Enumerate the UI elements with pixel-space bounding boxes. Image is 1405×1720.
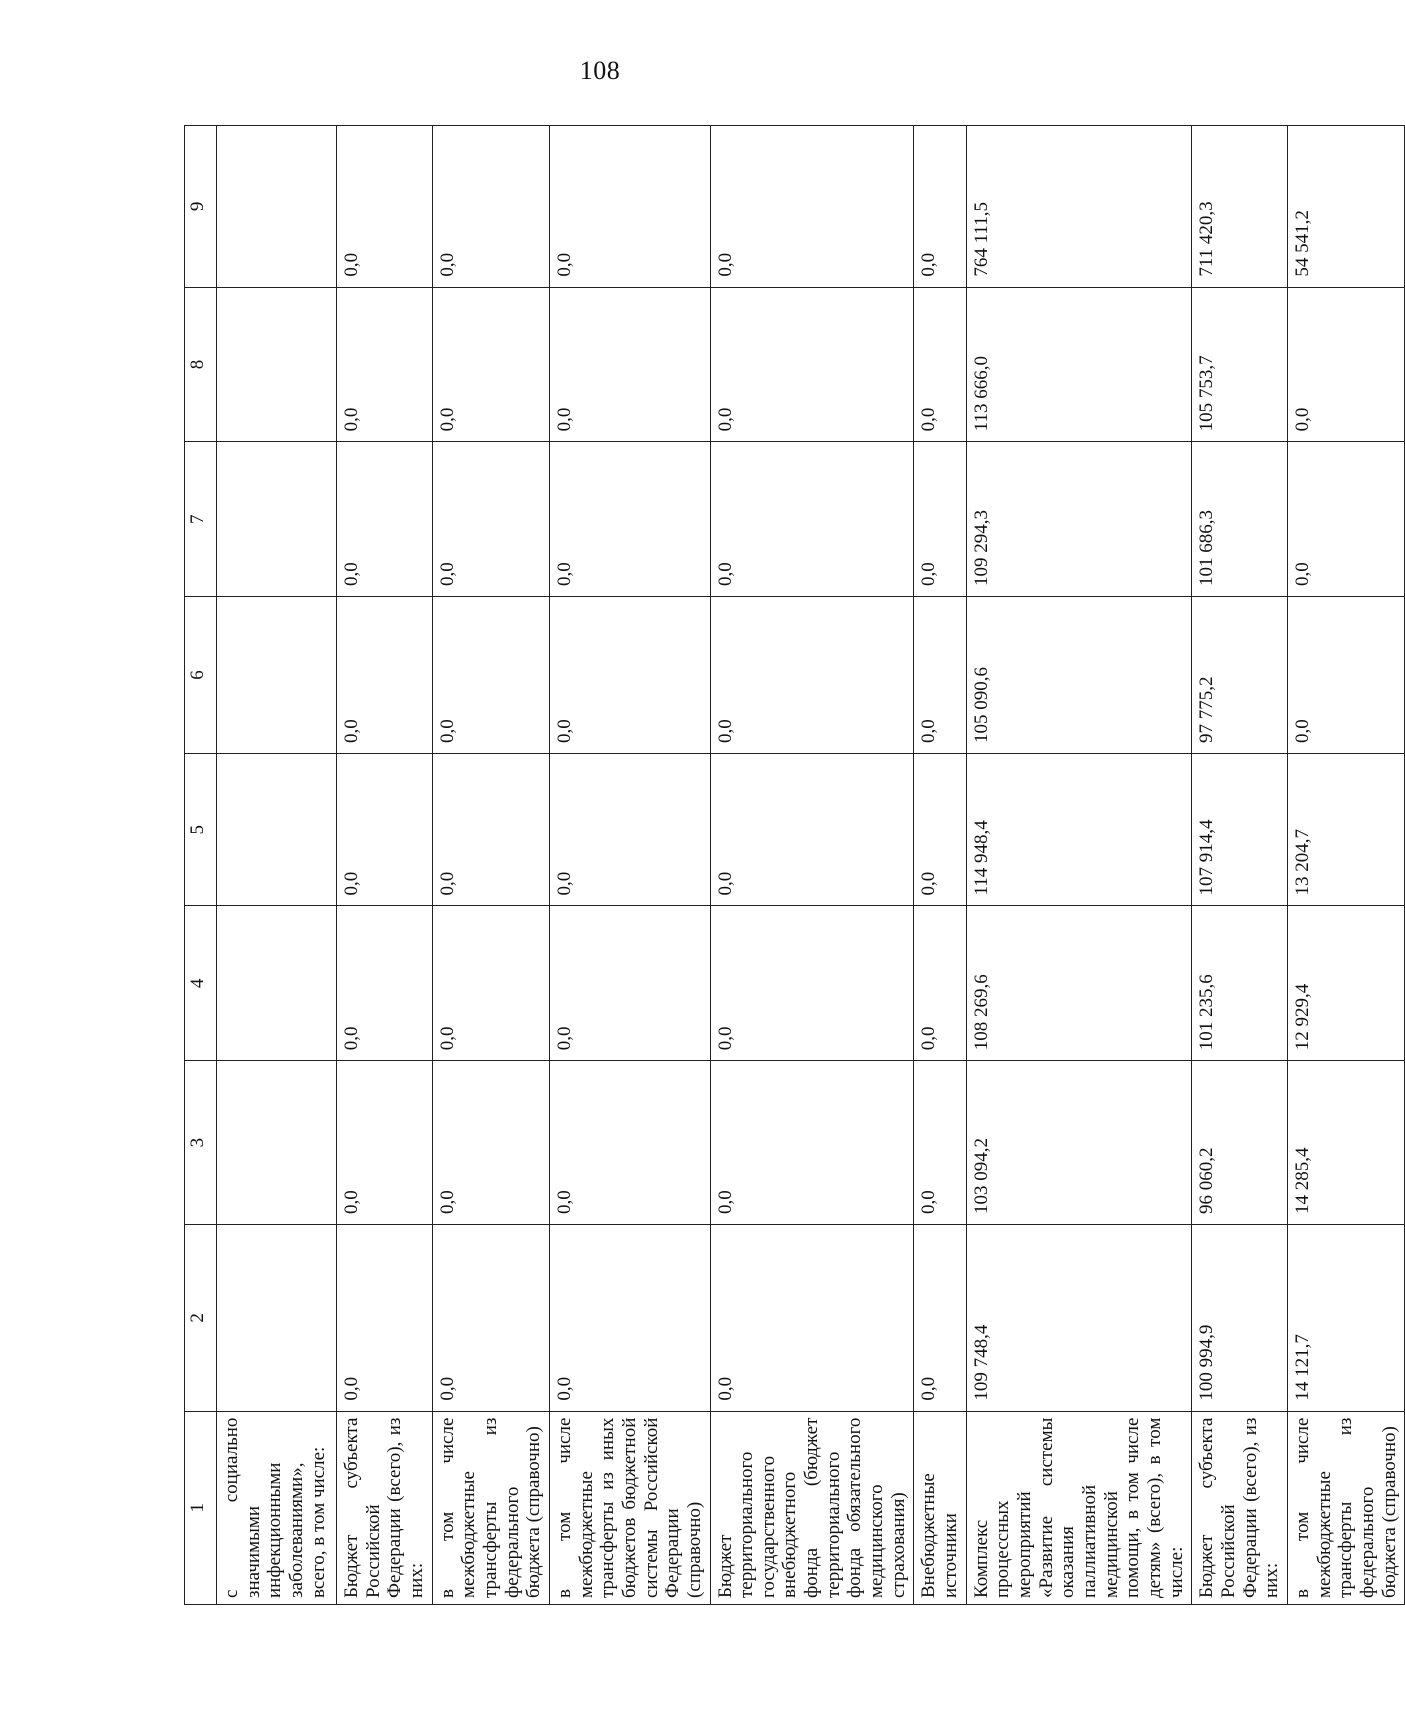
value-cell-col-6: 0,0 <box>1287 597 1404 754</box>
value-cell-col-8: 0,0 <box>1287 287 1404 442</box>
value-cell-col-5: 107 914,4 <box>1192 754 1288 906</box>
value-cell-col-8: 113 666,0 <box>966 287 1192 442</box>
column-header-8: 8 <box>185 287 217 442</box>
column-header-2: 2 <box>185 1225 217 1412</box>
value-cell-col-5: 0,0 <box>549 754 710 906</box>
value-cell-col-8: 0,0 <box>710 287 914 442</box>
value-cell-col-3: 0,0 <box>432 1061 549 1225</box>
row-label: в том числе межбюджетные трансферты из иных бюджетов бюджетной системы Российской Федерации (справочно) <box>549 1411 710 1604</box>
row-label: Бюджет субъекта Российской Федерации (всего), из них: <box>337 1411 433 1604</box>
value-cell-col-7: 0,0 <box>432 442 549 597</box>
column-header-4: 4 <box>185 906 217 1061</box>
value-cell-col-5: 13 204,7 <box>1287 754 1404 906</box>
table-row <box>966 126 1192 1605</box>
value-cell-col-7: 101 686,3 <box>1192 442 1288 597</box>
value-cell-col-2: 0,0 <box>432 1225 549 1412</box>
value-cell-col-3: 96 060,2 <box>1192 1061 1288 1225</box>
value-cell-col-9: 0,0 <box>432 126 549 288</box>
value-cell-col-4: 0,0 <box>710 906 914 1061</box>
row-label: в том числе межбюджетные трансферты из федерального бюджета (справочно) <box>1287 1411 1404 1604</box>
value-cell-col-7: 0,0 <box>710 442 914 597</box>
value-cell-col-8 <box>217 287 337 442</box>
value-cell-col-3: 103 094,2 <box>966 1061 1192 1225</box>
value-cell-col-3: 0,0 <box>337 1061 433 1225</box>
value-cell-col-5: 0,0 <box>337 754 433 906</box>
value-cell-col-6 <box>217 597 337 754</box>
value-cell-col-6: 0,0 <box>432 597 549 754</box>
value-cell-col-2 <box>217 1225 337 1412</box>
value-cell-col-9 <box>217 126 337 288</box>
value-cell-col-4 <box>217 906 337 1061</box>
value-cell-col-2: 0,0 <box>710 1225 914 1412</box>
value-cell-col-9: 54 541,2 <box>1287 126 1404 288</box>
row-label: Бюджет субъекта Российской Федерации (всего), из них: <box>1192 1411 1288 1604</box>
table-row <box>1192 126 1288 1605</box>
value-cell-col-8: 0,0 <box>337 287 433 442</box>
page-number: 108 <box>579 56 621 85</box>
table-row <box>217 126 337 1605</box>
row-label: с социально значимыми инфекционными заболеваниями», всего, в том числе: <box>217 1411 337 1604</box>
table-row <box>432 126 549 1605</box>
value-cell-col-6: 0,0 <box>914 597 966 754</box>
value-cell-col-7: 0,0 <box>914 442 966 597</box>
value-cell-col-8: 0,0 <box>432 287 549 442</box>
table-row <box>914 126 966 1605</box>
value-cell-col-6: 97 775,2 <box>1192 597 1288 754</box>
value-cell-col-6: 0,0 <box>549 597 710 754</box>
value-cell-col-9: 0,0 <box>549 126 710 288</box>
value-cell-col-5: 0,0 <box>914 754 966 906</box>
value-cell-col-7: 0,0 <box>337 442 433 597</box>
value-cell-col-9: 764 111,5 <box>966 126 1192 288</box>
budget-table-body <box>185 126 1405 1605</box>
value-cell-col-4: 0,0 <box>914 906 966 1061</box>
value-cell-col-4: 101 235,6 <box>1192 906 1288 1061</box>
value-cell-col-8: 105 753,7 <box>1192 287 1288 442</box>
value-cell-col-7: 0,0 <box>549 442 710 597</box>
value-cell-col-8: 0,0 <box>914 287 966 442</box>
value-cell-col-2: 100 994,9 <box>1192 1225 1288 1412</box>
column-header-3: 3 <box>185 1061 217 1225</box>
row-label: в том числе межбюджетные трансферты из федерального бюджета (справочно) <box>432 1411 549 1604</box>
value-cell-col-9: 711 420,3 <box>1192 126 1288 288</box>
table-row <box>1287 126 1404 1605</box>
value-cell-col-3: 14 285,4 <box>1287 1061 1404 1225</box>
value-cell-col-6: 0,0 <box>337 597 433 754</box>
value-cell-col-9: 0,0 <box>337 126 433 288</box>
table-header-row <box>185 126 217 1605</box>
value-cell-col-7 <box>217 442 337 597</box>
value-cell-col-4: 108 269,6 <box>966 906 1192 1061</box>
value-cell-col-5: 0,0 <box>710 754 914 906</box>
table-row <box>549 126 710 1605</box>
value-cell-col-9: 0,0 <box>710 126 914 288</box>
value-cell-col-3: 0,0 <box>914 1061 966 1225</box>
row-label: Внебюджетные источники <box>914 1411 966 1604</box>
value-cell-col-4: 0,0 <box>337 906 433 1061</box>
rotated-table-area <box>184 125 1400 1605</box>
value-cell-col-3: 0,0 <box>549 1061 710 1225</box>
value-cell-col-2: 14 121,7 <box>1287 1225 1404 1412</box>
value-cell-col-2: 0,0 <box>337 1225 433 1412</box>
value-cell-col-3 <box>217 1061 337 1225</box>
value-cell-col-4: 0,0 <box>432 906 549 1061</box>
table-row <box>710 126 914 1605</box>
value-cell-col-6: 0,0 <box>710 597 914 754</box>
value-cell-col-2: 0,0 <box>549 1225 710 1412</box>
row-label: Комплекс процессных мероприятий «Развитие системы оказания паллиативной медицинской помощи, в том числе детям» (всего), в том числе: <box>966 1411 1192 1604</box>
value-cell-col-2: 0,0 <box>914 1225 966 1412</box>
value-cell-col-6: 105 090,6 <box>966 597 1192 754</box>
budget-table <box>184 125 1405 1605</box>
value-cell-col-5: 0,0 <box>432 754 549 906</box>
value-cell-col-5: 114 948,4 <box>966 754 1192 906</box>
table-row <box>337 126 433 1605</box>
column-header-9: 9 <box>185 126 217 288</box>
column-header-6: 6 <box>185 597 217 754</box>
value-cell-col-9: 0,0 <box>914 126 966 288</box>
value-cell-col-2: 109 748,4 <box>966 1225 1192 1412</box>
value-cell-col-8: 0,0 <box>549 287 710 442</box>
value-cell-col-5 <box>217 754 337 906</box>
value-cell-col-7: 109 294,3 <box>966 442 1192 597</box>
column-header-5: 5 <box>185 754 217 906</box>
column-header-1: 1 <box>185 1411 217 1604</box>
value-cell-col-4: 0,0 <box>549 906 710 1061</box>
value-cell-col-4: 12 929,4 <box>1287 906 1404 1061</box>
rotated-table-container <box>184 125 1400 1605</box>
value-cell-col-7: 0,0 <box>1287 442 1404 597</box>
value-cell-col-3: 0,0 <box>710 1061 914 1225</box>
row-label: Бюджет территориального государственного внебюджетного фонда (бюджет территориального фонда обязательного медицинского страхования) <box>710 1411 914 1604</box>
column-header-7: 7 <box>185 442 217 597</box>
